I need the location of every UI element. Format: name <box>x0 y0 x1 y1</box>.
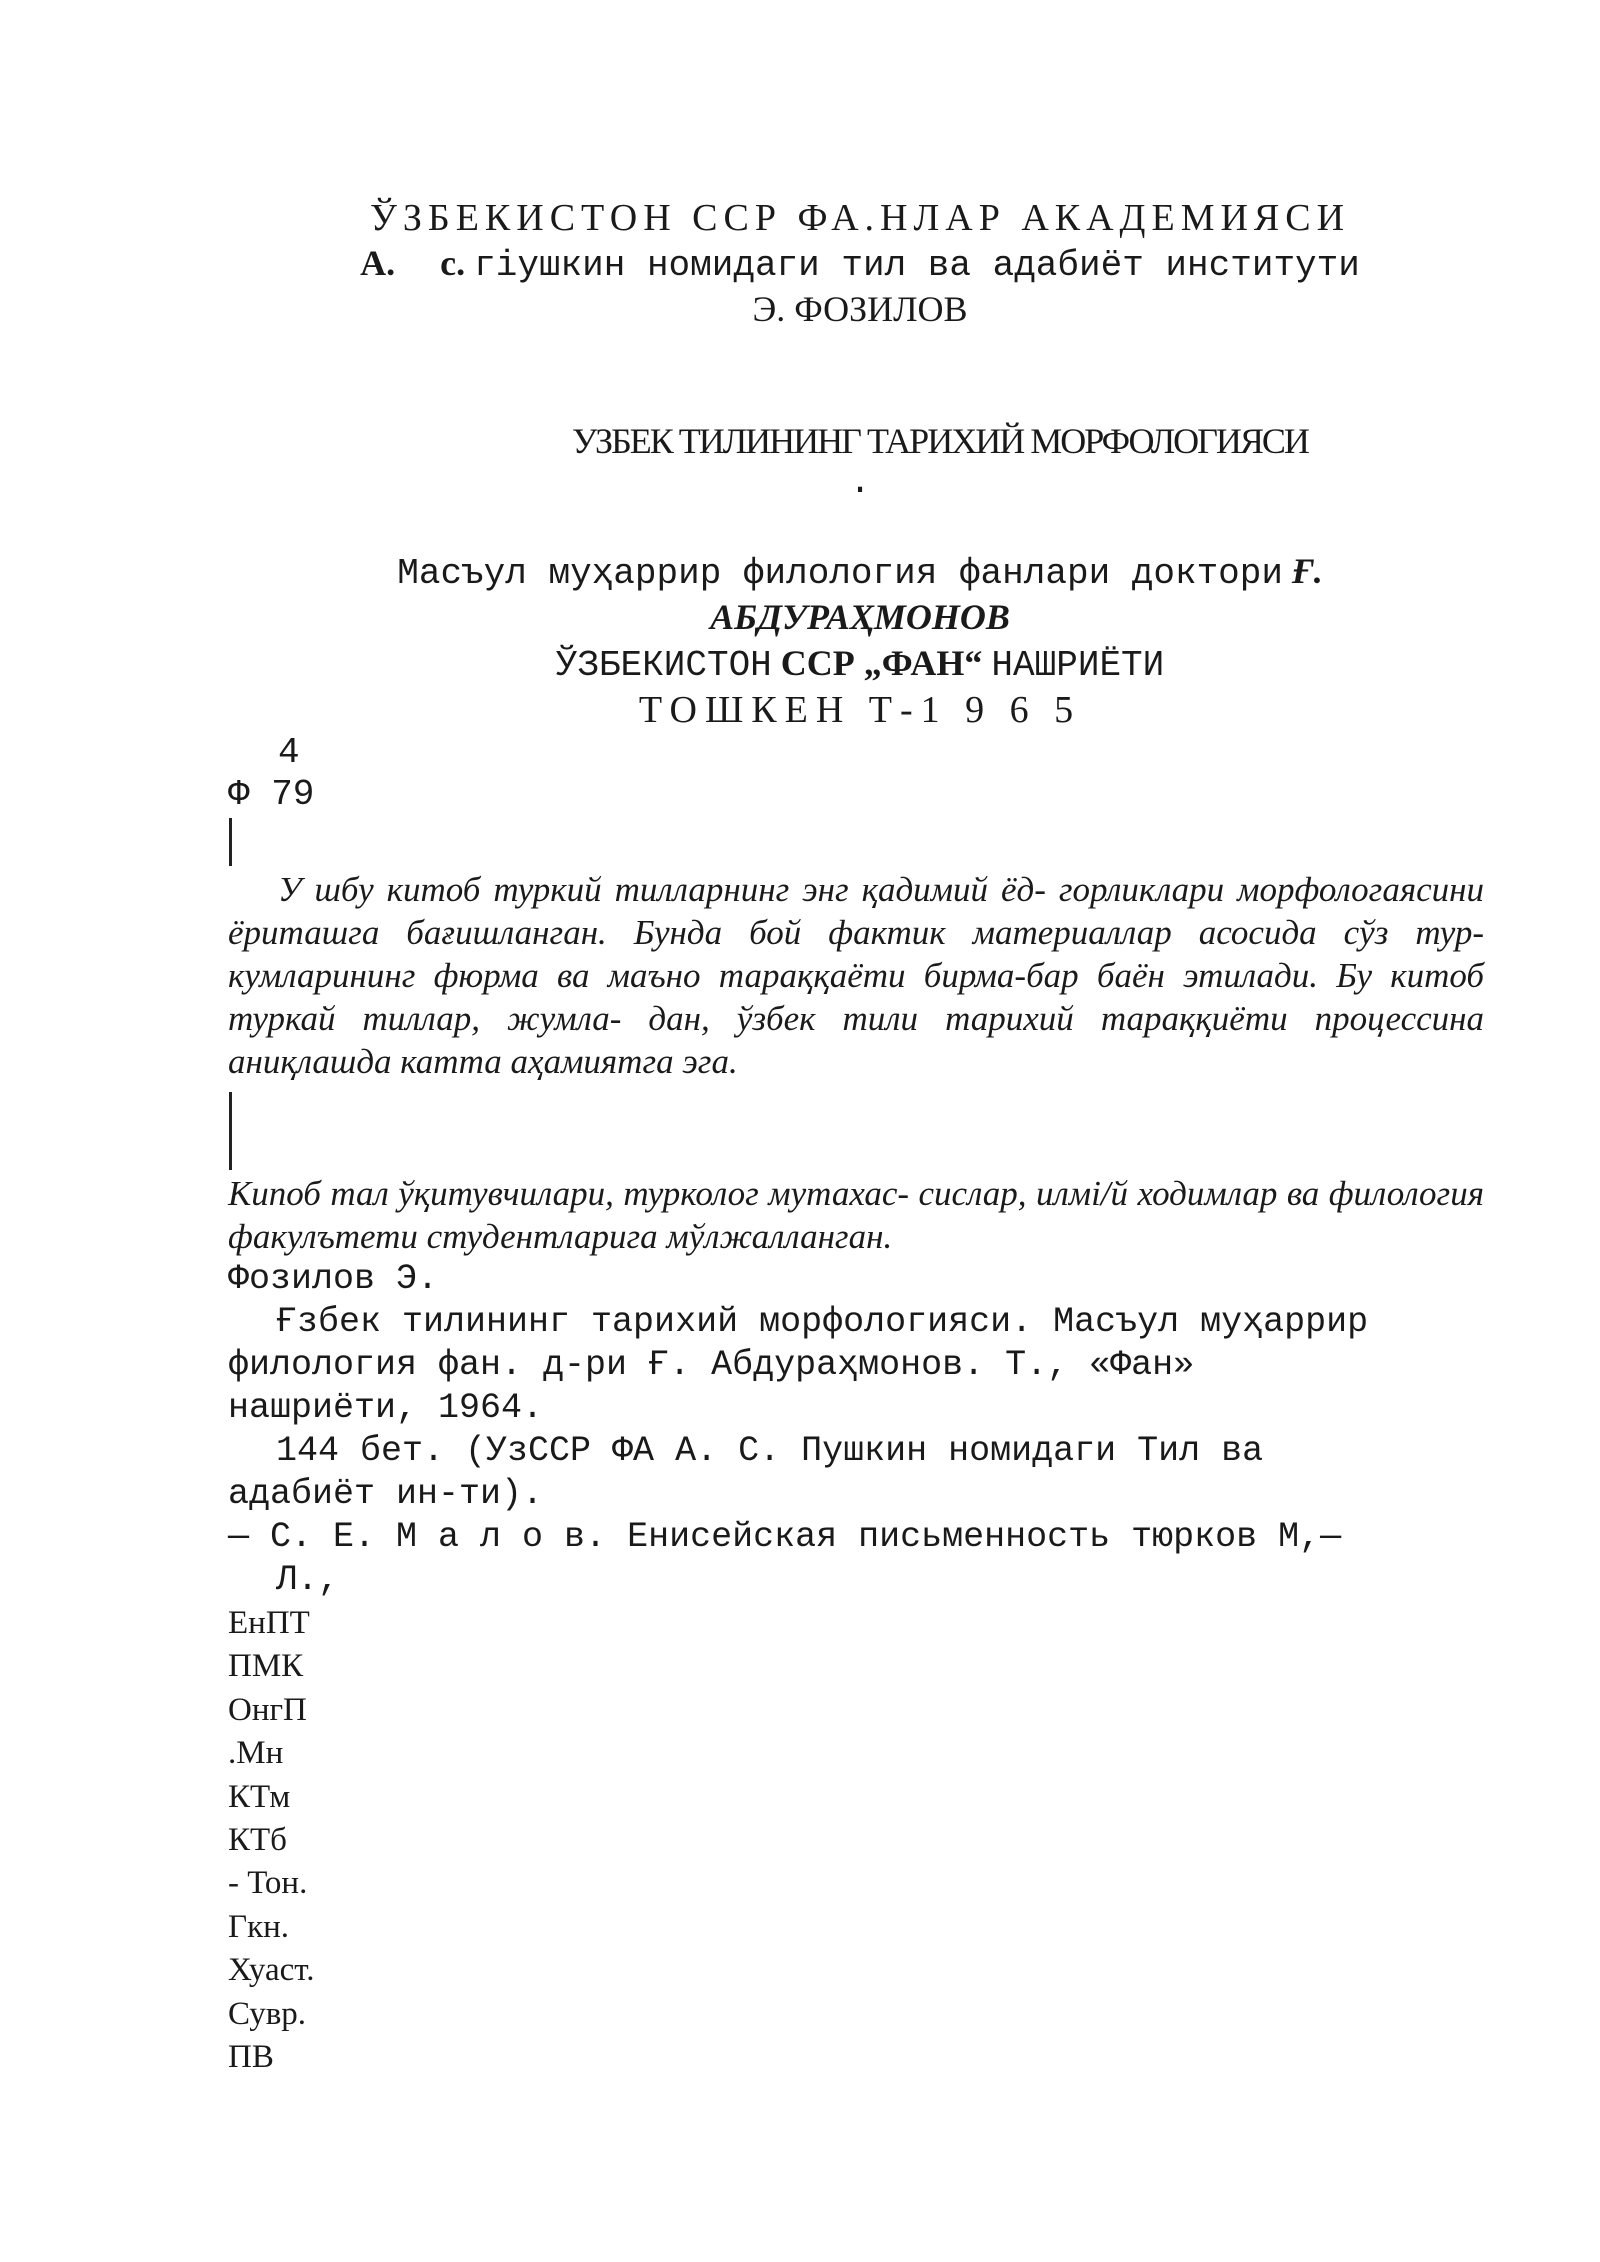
publisher-part-2: ССР „ФАН“ <box>780 643 983 683</box>
bib-source-line: Л., <box>276 1560 340 1600</box>
abbreviation-list <box>228 1602 314 2079</box>
editor-role: Масъул муҳаррир филология фанлари доктори <box>397 553 1283 594</box>
abbreviation-item: ОнгП <box>228 1691 307 1728</box>
abbreviation-item: КТм <box>228 1778 291 1815</box>
editor-name: АБДУРАҲМОНОВ <box>710 597 1010 637</box>
bib-line: Ғзбек тилининг тарихий морфологияси. Масъул муҳаррир <box>276 1302 1369 1342</box>
academy-name: ЎЗБЕКИСТОН ССР ФА.НЛАР АКАДЕМИЯСИ <box>369 197 1351 239</box>
bib-source-line: — С. Е. М а л о в. Енисейская письменность тюрков М,— <box>228 1517 1342 1557</box>
classification-code-2: Ф 79 <box>228 774 315 815</box>
author-name: Э. ФОЗИЛОВ <box>752 289 968 329</box>
institute-line <box>60 242 1600 286</box>
institute-prefix-c: с. <box>440 243 466 283</box>
title-dot: . <box>849 462 871 503</box>
abbreviation-item: ПМК <box>228 1648 304 1685</box>
city-year: ТОШКЕН Т-1 9 6 5 <box>638 689 1082 731</box>
abbreviation-item: Хуаст. <box>228 1952 315 1989</box>
institute-name: гіушкин номидаги тил ва адабиёт институти <box>474 245 1360 286</box>
abbreviation-item: Гкн. <box>228 1908 290 1945</box>
publisher-part-3: НАШРИЁТИ <box>991 645 1165 686</box>
abbreviation-item: .Мн <box>228 1735 284 1772</box>
institute-prefix-a: А. <box>360 243 396 283</box>
bib-line: филология фан. д-ри Ғ. Абдураҳмонов. Т., «Фан» <box>228 1345 1195 1385</box>
bib-line: нашриёти, 1964. <box>228 1388 544 1428</box>
annotation-paragraph-2: Кипоб тал ўқитувчилари, турколог мутахас- сислар, илмі/й ходимлар ва филология факулътети студентларига мўлжалланган. <box>228 1174 1484 1256</box>
annotation-paragraph-1: У шбу китоб туркий тилларнинг энг қадимий ёд- горликлари морфологаясини ёриташга бағишланган. Бунда бой фактик материаллар асосида сўз тур- кумларининг фюрма ва маъно тараққаёти бирма-бар баён этилади. Бу китоб туркай тиллар, жумла- дан, ўзбек тили тарихий тараққиёти процессина аниқлашда катта аҳамиятга эга. <box>228 870 1484 1081</box>
publisher-line <box>60 642 1600 686</box>
classification-code-1: 4 <box>278 732 300 773</box>
abbreviation-item: КТб <box>228 1822 287 1859</box>
book-title: УЗБЕК ТИЛИНИНГ ТАРИХИЙ МОРФОЛОГИЯСИ <box>572 421 1308 461</box>
abbreviation-item: ПВ <box>228 2039 274 2076</box>
editor-line <box>60 550 1600 594</box>
margin-mark <box>229 818 232 866</box>
abbreviation-item: ЕнПТ <box>228 1605 310 1641</box>
abbreviation-item: - Тон. <box>228 1865 308 1902</box>
bib-line: адабиёт ин-ти). <box>228 1474 544 1514</box>
editor-initial: Ғ. <box>1292 551 1323 591</box>
abbreviation-item: Сувр. <box>228 1995 307 2032</box>
publisher-part-1: ЎЗБЕКИСТОН <box>555 645 772 686</box>
margin-mark <box>229 1092 232 1170</box>
bib-author: Фозилов Э. <box>228 1259 439 1299</box>
bib-line: 144 бет. (УзССР ФА А. С. Пушкин номидаги Тил ва <box>276 1431 1264 1471</box>
